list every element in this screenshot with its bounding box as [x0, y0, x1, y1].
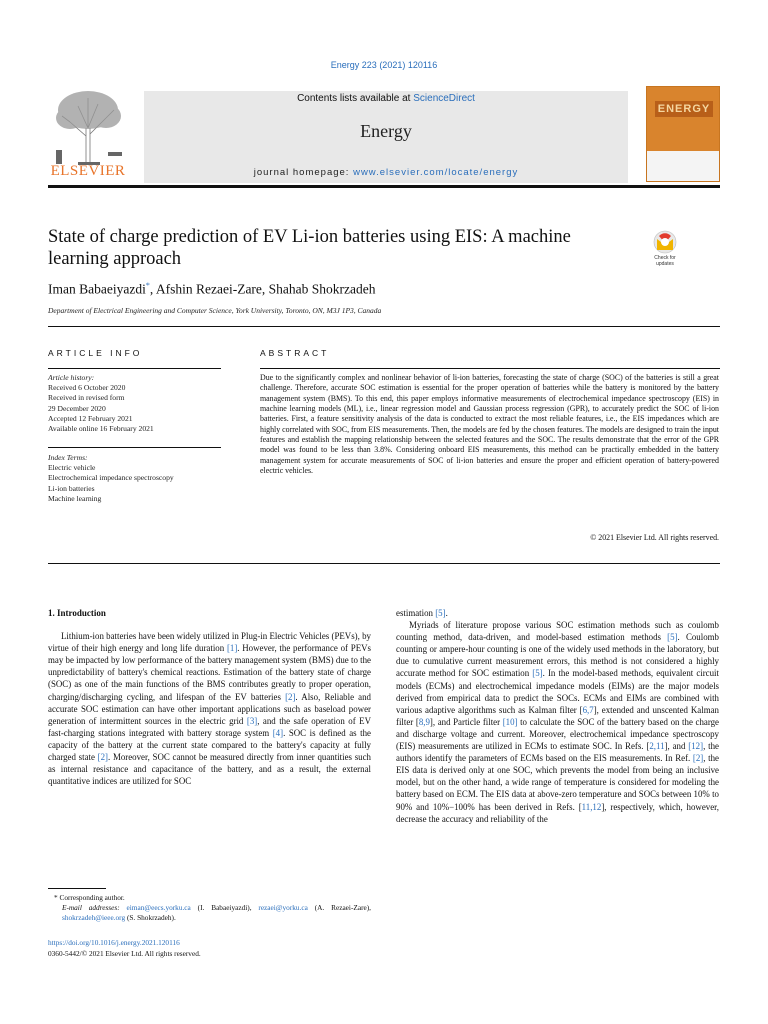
- info-divider-top: [48, 368, 221, 369]
- homepage-prefix: journal homepage:: [253, 167, 354, 178]
- paragraph: [396, 607, 719, 619]
- crossmark-label: Check for updates: [654, 255, 676, 267]
- section-heading-introduction: 1. Introduction: [48, 608, 106, 618]
- elsevier-wordmark: ELSEVIER: [50, 163, 126, 179]
- text: . Also, Reliable and accurate SOC estimation can have other important applications such as baseload power generation of intermittent sources in the electric grid: [48, 691, 371, 726]
- homepage-link[interactable]: www.elsevier.com/locate/energy: [353, 167, 519, 178]
- body-column-right: [396, 607, 719, 825]
- text: , the EIS data is derived only at one SOC, which prevents the model from being an inclusive model, but on the other hand, a wide range of temperature is considered for modeling the battery based on ECM. The EIS data at above-zero temperature and SOCs between 10% to 90% and 10%−100% has been derived in Refs. [: [396, 753, 719, 812]
- email-link[interactable]: eiman@eecs.yorku.ca: [126, 903, 191, 912]
- text: .: [445, 608, 448, 618]
- issn-line: 0360-5442/© 2021 Elsevier Ltd. All rights reserved.: [48, 948, 201, 958]
- text: Myriads of literature propose various SOC estimation methods such as coulomb counting method, data-driven, and model-based estimation methods: [396, 620, 719, 643]
- abstract-divider-bottom: [48, 563, 720, 564]
- crossmark-badge[interactable]: [648, 230, 682, 268]
- contents-line: [144, 93, 628, 104]
- journal-reference[interactable]: Energy 223 (2021) 120116: [330, 60, 438, 70]
- authors-divider: [48, 326, 720, 327]
- crossmark-icon: [648, 230, 682, 254]
- masthead: [48, 86, 720, 185]
- abstract-copyright: © 2021 Elsevier Ltd. All rights reserved.: [590, 533, 719, 542]
- elsevier-tree-icon: [48, 88, 128, 166]
- index-term: Electrochemical impedance spectroscopy: [48, 473, 174, 483]
- cover-bottom-panel: [647, 151, 719, 181]
- index-terms: [48, 453, 221, 504]
- cover-title: ENERGY: [655, 101, 713, 117]
- elsevier-logo[interactable]: [48, 88, 128, 182]
- text: to calculate the SOC of the battery based on the charge and discharge voltage and current. Moreover, electrochemical impedance spectroscopy (EIS) measurements are utilized in ECMs to estimate SOC. In Refs. [: [396, 716, 719, 752]
- citation-link[interactable]: [4]: [272, 727, 284, 738]
- history-item: Received 6 October 2020: [48, 383, 126, 393]
- info-divider-mid: [48, 447, 221, 448]
- bottom-info: [48, 938, 371, 959]
- citation-link[interactable]: [12]: [688, 741, 704, 752]
- citation-link[interactable]: [5]: [435, 608, 446, 618]
- history-label: Article history:: [48, 373, 95, 382]
- citation-link[interactable]: [5]: [667, 632, 678, 643]
- body-column-left: [48, 607, 371, 787]
- article-info-heading: ARTICLE INFO: [48, 348, 143, 358]
- text: . In the model-based methods, equivalent circuit models (ECMs) and electrochemical impedance models (EIMs) are the major models derived from empirical data to predict the SOCs. ECMs and EIMs are combined with various adaptive algorithms such as Kalman filter [: [396, 668, 719, 715]
- text: . Coulomb counting or ampere-hour counting is one of the widely used methods in the laboratory, but due to cumulative current measurement errors, this method is not considered a highly accurate method for SOC estimation: [396, 632, 719, 679]
- sciencedirect-link[interactable]: ScienceDirect: [413, 93, 475, 104]
- text: ], extended and unscented Kalman filter [: [396, 704, 719, 727]
- paragraph: [396, 619, 719, 825]
- history-item: 29 December 2020: [48, 403, 106, 413]
- abstract-text: Due to the significantly complex and nonlinear behavior of li-ion batteries, forecasting the state of charge (SOC) of the batteries is still a great challenge. Therefore, accurate SOC estimation is essential for the proper operation of batteries while the battery is monitored by the battery management system (BMS). To this end, this paper employs informative measurements of electrochemical impedance spectroscopy (EIS) in machine learning models (ML), i.e., linear regression model and Gaussian process regression (GPR), to accurately predict the SOC of li-ion batteries. First, a feature sensitivity analysis of the data is conducted to extract the most reliable features, i.e., the EIS impedances which are highly correlated with SOC, from EIS measurements. Then, the models are fed by the chosen features. The models are designed to train the input features and establish the mapping relationship between the selected features and the SOC. The results demonstrate that the error of the GPR model was found to be less than 3.8%. Considering onboard EIS measurements, this method can be practically embedded in the battery management system for accurate measurements of SOC of li-ion batteries and ensure the proper and efficient operation of battery-powered electric vehicles.: [260, 373, 719, 476]
- citation-link[interactable]: [1]: [226, 643, 238, 654]
- citation-link[interactable]: [5]: [532, 668, 543, 679]
- footnote: [48, 893, 371, 923]
- citation-link[interactable]: 2,11: [649, 741, 665, 752]
- citation-link[interactable]: 11,12: [581, 801, 602, 812]
- citation-link[interactable]: [10]: [502, 716, 518, 727]
- contents-prefix: Contents lists available at: [297, 93, 414, 104]
- email-addresses: [48, 903, 371, 923]
- header-divider: [48, 185, 720, 188]
- history-item: Accepted 12 February 2021: [48, 413, 133, 423]
- footnote-divider: [48, 888, 106, 889]
- text: Lithium-ion batteries have been widely utilized in Plug-in Electric Vehicles (PEVs), by virtue of their high energy and long life duration: [48, 631, 371, 654]
- doi-link[interactable]: https://doi.org/10.1016/j.energy.2021.120116: [48, 938, 180, 947]
- masthead-band: [144, 91, 628, 183]
- corresponding-author-mark[interactable]: *: [145, 281, 150, 290]
- corresponding-author-note: * Corresponding author.: [54, 893, 125, 902]
- paragraph: [48, 630, 371, 787]
- index-term: Machine learning: [48, 493, 102, 503]
- text: , the authors identify the parameters of ECMs based on the EIS measurements. In Ref.: [396, 741, 719, 764]
- citation-link[interactable]: [2]: [285, 691, 296, 702]
- text: ], respectively, which, however, decrease the accuracy and reliability of the: [396, 801, 719, 824]
- text: ], and Particle filter: [429, 716, 503, 727]
- homepage-line: [144, 167, 628, 178]
- text: (A. Rezaei-Zare),: [307, 903, 372, 912]
- citation-link[interactable]: 8,9: [418, 716, 430, 727]
- citation-link[interactable]: [2]: [97, 752, 108, 763]
- author-1[interactable]: Iman Babaeiyazdi: [48, 281, 146, 297]
- citation-link[interactable]: [2]: [692, 753, 704, 764]
- text: estimation: [396, 608, 436, 618]
- citation-link[interactable]: [3]: [246, 715, 258, 726]
- history-item: Received in revised form: [48, 393, 125, 403]
- index-term: Li-ion batteries: [48, 483, 95, 493]
- history-item: Available online 16 February 2021: [48, 424, 154, 434]
- text: . SOC is defined as the capacity of the battery at the current state compared to the battery's capacity at fully charged state: [48, 727, 371, 763]
- abstract-heading: ABSTRACT: [260, 348, 330, 358]
- journal-name[interactable]: Energy: [360, 121, 412, 141]
- email-link[interactable]: shokrzadeh@ieee.org: [62, 913, 126, 922]
- citation-link[interactable]: 6,7: [582, 704, 594, 715]
- text: . Moreover, SOC cannot be measured directly from inner quantities such as internal resistance and capacitance of the battery, and as a result, the external quantitative indices are utilized for SOC: [48, 752, 371, 787]
- terms-label: Index Terms:: [48, 453, 88, 462]
- journal-cover-thumbnail[interactable]: [646, 86, 720, 182]
- author-list: [48, 281, 376, 298]
- email-label: E-mail addresses:: [62, 903, 127, 912]
- text: (I. Babaeiyazdi),: [190, 903, 259, 912]
- affiliation: Department of Electrical Engineering and Computer Science, York University, Toronto, ON, M3J 1P3, Canada: [48, 306, 382, 315]
- article-history: [48, 373, 221, 434]
- text: , and the safe operation of EV fast-charging stations integrated with battery storage system: [48, 715, 371, 738]
- text: ], and: [664, 741, 689, 752]
- abstract-divider-top: [260, 368, 720, 369]
- index-term: Electric vehicle: [48, 463, 96, 473]
- article-title: State of charge prediction of EV Li-ion batteries using EIS: A machine learning approach: [48, 227, 571, 269]
- text: . However, the performance of PEVs may be impacted by low performance of the battery management system (BMS) due to the unpredictability of battery's chemical reactions. Estimation of the battery state of charge (SOC) as one of the main functions of the BMS contributes greatly to proper operation, charging/discharging cycling, and lifespan of the EV batteries: [48, 643, 371, 702]
- authors-rest: , Afshin Rezaei-Zare, Shahab Shokrzadeh: [149, 281, 376, 297]
- email-link[interactable]: rezaei@yorku.ca: [258, 903, 308, 912]
- text: (S. Shokrzadeh).: [125, 913, 176, 922]
